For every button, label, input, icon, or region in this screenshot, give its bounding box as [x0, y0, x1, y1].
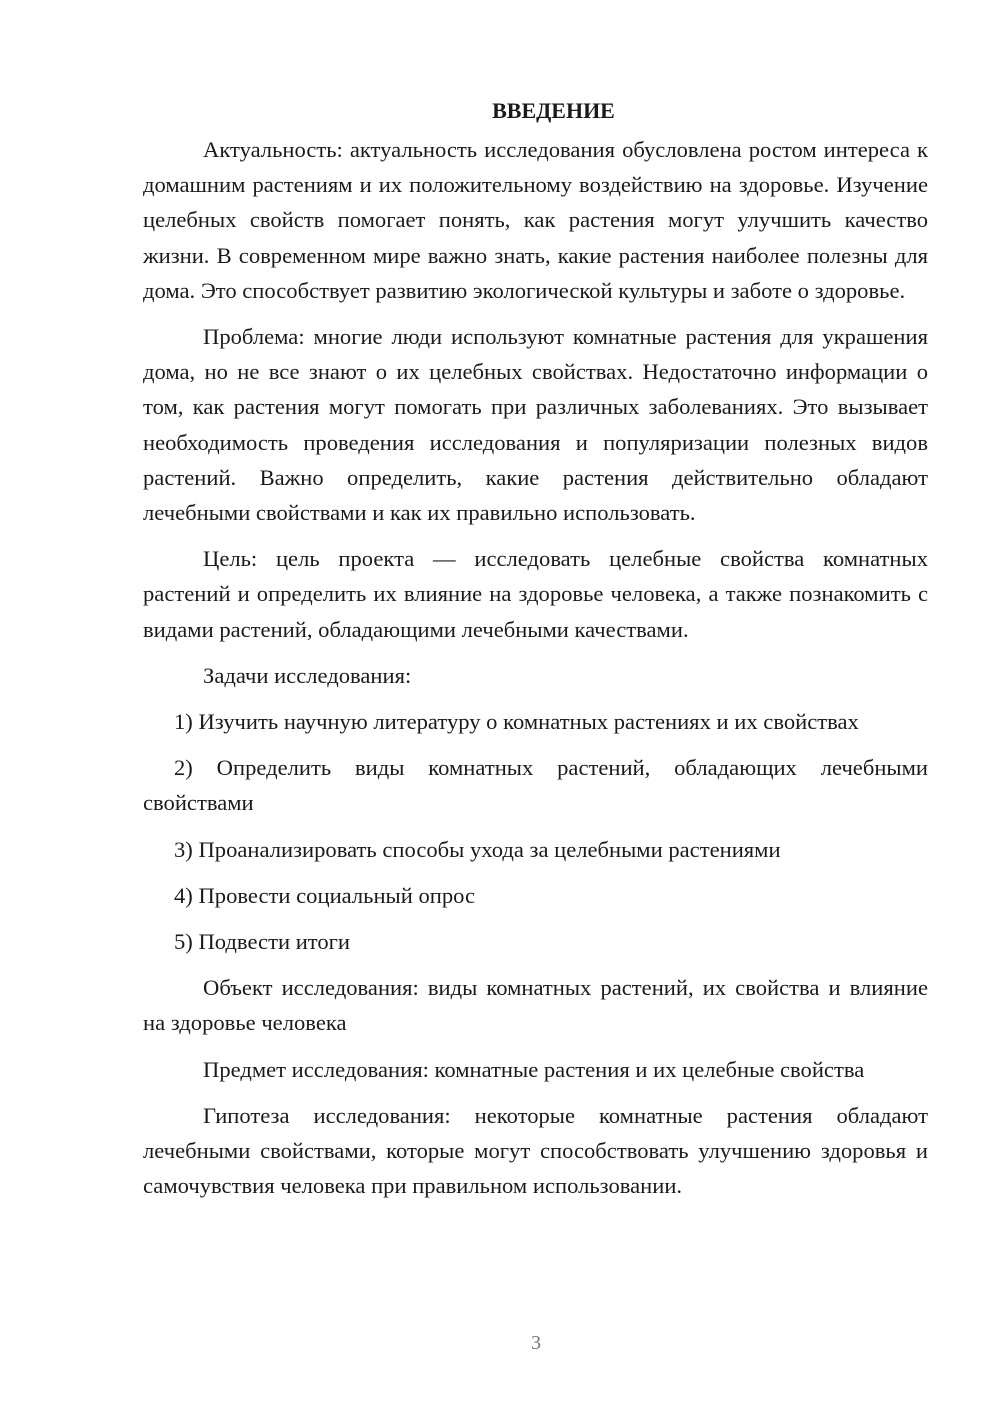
paragraph-object: Объект исследования: виды комнатных растений, их свойства и влияние на здоровье человека [143, 975, 928, 1036]
task-item: 2) Определить виды комнатных растений, обладающих лечебными свойствами [143, 755, 928, 816]
task-item: 1) Изучить научную литературу о комнатных растениях и их свойствах [174, 709, 859, 735]
task-item: 3) Проанализировать способы ухода за целебными растениями [174, 836, 781, 862]
section-heading: ВВЕДЕНИЕ [492, 98, 615, 123]
page-number: 3 [531, 1332, 541, 1354]
task-item: 4) Провести социальный опрос [174, 882, 476, 908]
task-item: 5) Подвести итоги [174, 929, 351, 955]
paragraph-problem: Проблема: многие люди используют комнатные растения для украшения дома, но не все знают о их целебных свойствах. Недостаточно информации о том, как растения могут помогать при различных заболеваниях. Это вызывает необходимость проведения исследования и популяризации полезных видов растений. Важно определить, какие растения действительно обладают лечебными свойствами и как их правильно использовать. [143, 324, 928, 526]
paragraph-subject: Предмет исследования: комнатные растения и их целебные свойства [203, 1056, 865, 1082]
tasks-title: Задачи исследования: [203, 662, 412, 688]
paragraph-goal: Цель: цель проекта — исследовать целебные свойства комнатных растений и определить их влияние на здоровье человека, а также познакомить с видами растений, обладающими лечебными качествами. [143, 546, 928, 642]
paragraph-hypothesis: Гипотеза исследования: некоторые комнатные растения обладают лечебными свойствами, которые могут способствовать улучшению здоровья и самочувствия человека при правильном использовании. [143, 1102, 928, 1199]
paragraph-relevance: Актуальность: актуальность исследования обусловлена ростом интереса к домашним растениям и их положительному воздействию на здоровье. Изучение целебных свойств помогает понять, как растения могут улучшить качество жизни. В современном мире важно знать, какие растения наиболее полезны для дома. Это способствует развитию экологической культуры и заботе о здоровье. [143, 137, 928, 303]
